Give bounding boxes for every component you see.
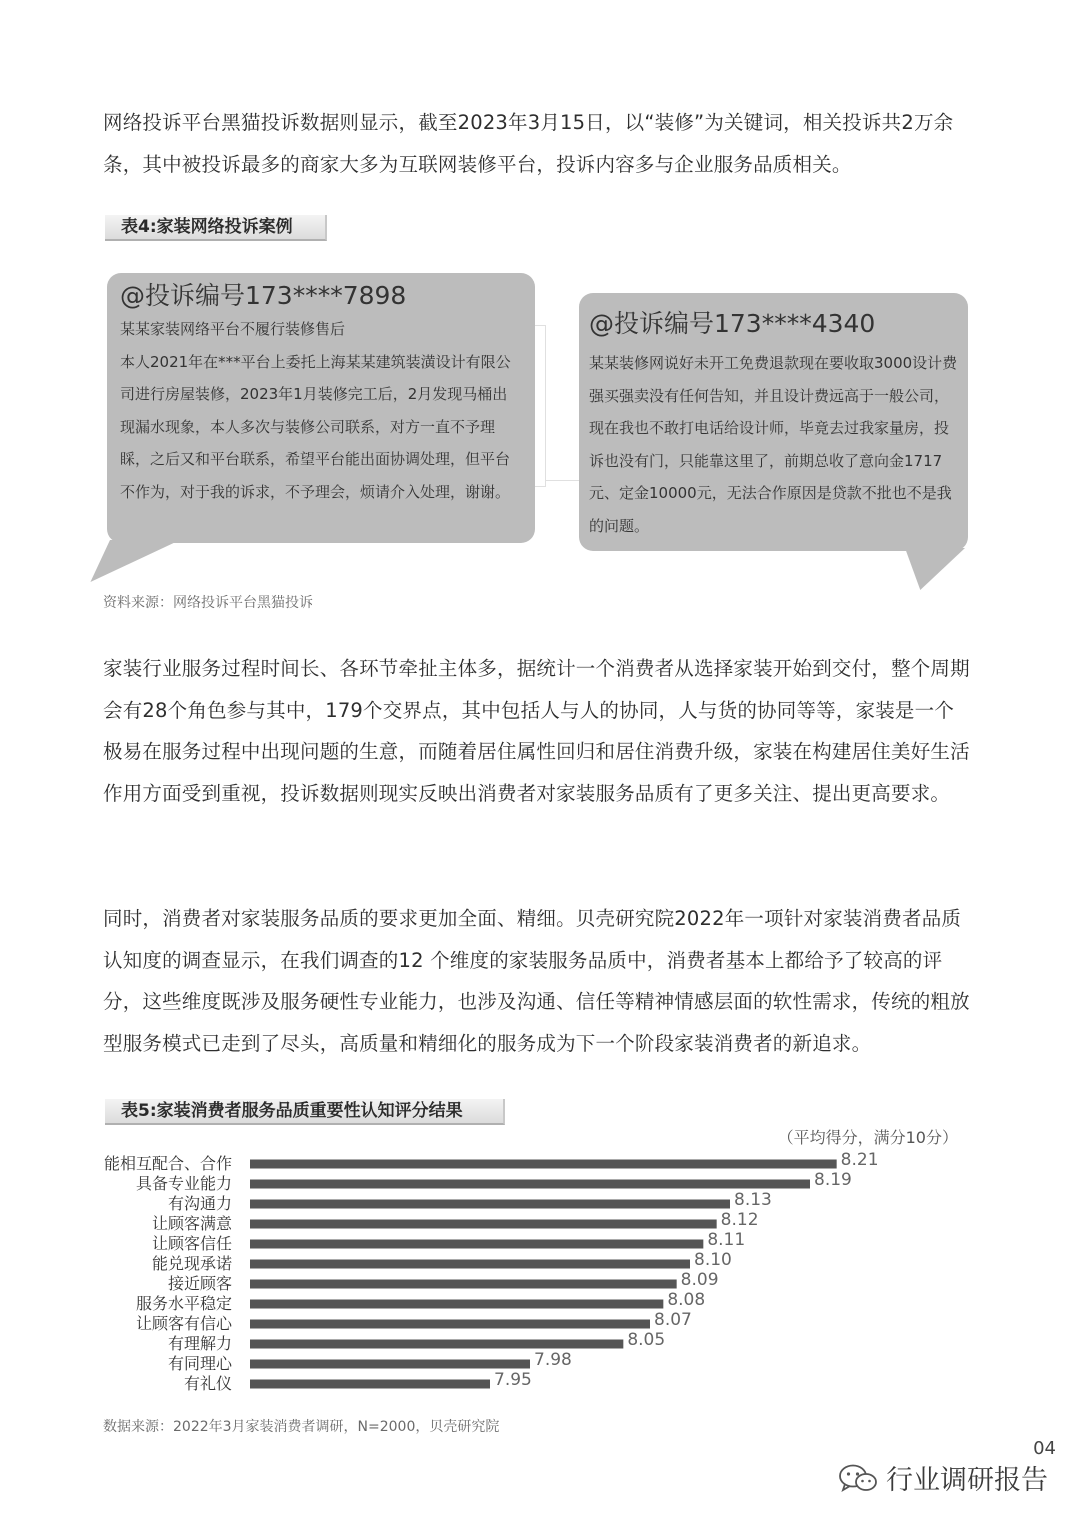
complaint-bubble-1 [107,273,535,543]
bar [250,1360,530,1369]
bubble-tail-2 [905,548,980,590]
bar-category-label: 有沟通力 [167,1194,232,1213]
bar-category-label: 有理解力 [167,1334,232,1353]
complaint-id-1: @投诉编号173****7898 [120,281,407,310]
bar-category-label: 接近顾客 [167,1274,232,1293]
bar-value-label: 8.07 [654,1310,692,1330]
table4-title: 表4:家装网络投诉案例 [105,215,327,241]
bar-value-label: 8.19 [814,1170,852,1190]
complaint-bubble-2 [579,293,968,551]
bar [250,1320,650,1329]
bar [250,1280,677,1289]
bubble-connector-2 [545,480,579,481]
bar-value-label: 8.12 [720,1210,759,1230]
bar-value-label: 8.11 [707,1230,746,1250]
complaint-id-2: @投诉编号173****4340 [589,309,876,338]
watermark [838,1458,1048,1497]
bar-value-label: 8.21 [840,1150,879,1170]
bar [250,1300,663,1309]
chart-unit-note: （平均得分，满分10分） [777,1128,958,1147]
table5-title: 表5:家装消费者服务品质重要性认知评分结果 [105,1099,505,1125]
complaint-text-2: 某某装修网说好未开工免费退款现在要收取3000设计费强买强卖没有任何告知，并且设计费远高于一般公司，现在我也不敢打电话给设计师，毕竟去过我家量房，投诉也没有门，只能靠这里了，前期总收了意向金1717元、定金10000元，无法合作原因是贷款不批也不是我的问题。 [589,354,958,535]
score-bar-chart [90,1150,990,1395]
bar [250,1160,837,1169]
bar [250,1240,703,1249]
bar-category-label: 能相互配合、合作 [103,1154,232,1173]
page-number: 04 [1033,1438,1056,1459]
bar [250,1200,730,1209]
complaint-text-1: 某某家装网络平台不履行装修售后 本人2021年在***平台上委托上海某某建筑装潢设计有限公司进行房屋装修，2023年1月装修完工后，2月发现马桶出现漏水现象，本人多次与装修公司联系，对方一直不予理睬，之后又和平台联系，希望平台能出面协调处理，但平台不作为，对于我的诉求，不予理会，烦请介入处理，谢谢。 [120,320,511,501]
bar-category-label: 让顾客有信心 [135,1314,232,1333]
bar-value-label: 8.08 [667,1290,706,1310]
bar [250,1380,490,1389]
bar-category-label: 服务水平稳定 [135,1294,232,1313]
table4-source: 资料来源：网络投诉平台黑猫投诉 [103,595,313,611]
bar-category-label: 让顾客满意 [151,1214,232,1233]
bubble-connector [535,325,546,487]
survey-paragraph: 同时，消费者对家装服务品质的要求更加全面、精细。贝壳研究院2022年一项针对家装消费者品质认知度的调查显示，在我们调查的12 个维度的家装服务品质中，消费者基本上都给予了较高的评分，这些维度既涉及服务硬性专业能力，也涉及沟通、信任等精神情感层面的软性需求，传统的粗放型服务模式已走到了尽头，高质量和精细化的服务成为下一个阶段家装消费者的新追求。 [103,907,970,1055]
bar-value-label: 8.05 [627,1330,666,1350]
table5-source: 数据来源：2022年3月家装消费者调研，N=2000，贝壳研究院 [103,1419,500,1435]
bar-value-label: 7.98 [534,1350,572,1370]
industry-paragraph: 家装行业服务过程时间长、各环节牵扯主体多，据统计一个消费者从选择家装开始到交付，整个周期会有28个角色参与其中，179个交界点，其中包括人与人的协同，人与货的协同等等，家装是一个极易在服务过程中出现问题的生意，而随着居住属性回归和居住消费升级，家装在构建居住美好生活作用方面受到重视，投诉数据则现实反映出消费者对家装服务品质有了更多关注、提出更高要求。 [103,657,970,805]
bar [250,1340,623,1349]
bar [250,1180,810,1189]
wechat-icon [838,1463,878,1493]
bar-category-label: 有礼仪 [183,1374,232,1393]
bar [250,1220,717,1229]
bubble-tail-1 [90,540,180,582]
watermark-text: 行业调研报告 [886,1465,1048,1496]
bar-category-label: 能兑现承诺 [151,1254,232,1273]
bar-value-label: 8.09 [680,1270,719,1290]
bar-value-label: 7.95 [494,1370,532,1390]
bar [250,1260,690,1269]
bar-value-label: 8.13 [734,1190,772,1210]
bar-category-label: 让顾客信任 [151,1234,232,1253]
bar-category-label: 有同理心 [167,1354,232,1373]
bar-category-label: 具备专业能力 [135,1174,232,1193]
bar-value-label: 8.10 [694,1250,732,1270]
intro-paragraph: 网络投诉平台黑猫投诉数据则显示，截至2023年3月15日，以“装修”为关键词，相关投诉共2万余条，其中被投诉最多的商家大多为互联网装修平台，投诉内容多与企业服务品质相关。 [103,111,954,176]
